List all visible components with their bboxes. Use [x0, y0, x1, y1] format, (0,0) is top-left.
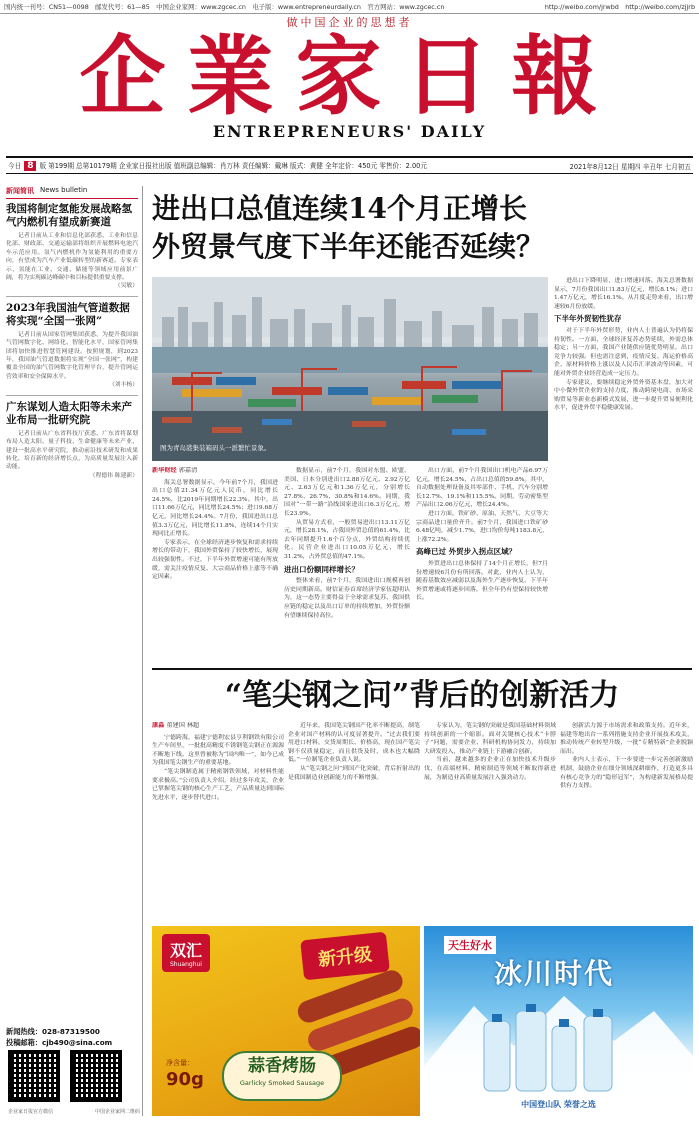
today-label: 今日: [8, 162, 22, 170]
paragraph: 从贸易方式看，一般贸易进出口13.11万亿元，增长28.1%，占我国外贸总值的61.4%，比去年同期提升1.6个百分点，外贸结构持续优化。民营企业进出口10.05万亿元，增长31.2%，占外贸总值的47.1%。: [284, 519, 410, 560]
news-bulletin-header: [6, 186, 138, 199]
paragraph: 数据显示，前7个月，我国对东盟、欧盟、美国、日本分别进出口2.88万亿元、2.92万亿元、2.63万亿元和1.36万亿元，分别增长27.8%、26.7%、30.8%和14.6%。同期，我国对“一带一路”沿线国家进出口6.3万亿元，增长23.9%。: [284, 468, 410, 517]
bulletin-title[interactable]: 2023年我国油气管道数据将实现“全国一张网”: [6, 301, 130, 327]
ad-product-name: 蒜香烤肠: [248, 1056, 316, 1076]
bulletin-item[interactable]: [6, 203, 138, 291]
section-divider: [152, 668, 692, 670]
paragraph: 专家表示，在全球经济逐步恢复和需求持续增长的带动下，我国外贸保持了较快增长，展现出较强韧性。不过，下半年外贸增速可能有所放缓，需关注疫情反复、大宗商品价格上涨等不确定因素。: [152, 539, 278, 581]
byline-author: 董建国 林超: [166, 722, 200, 729]
bulletin-item[interactable]: [6, 401, 138, 480]
story2-byline: [152, 722, 284, 731]
lead-column-3: [416, 467, 548, 665]
top-info-bar: [0, 0, 699, 14]
bulletin-source: （程德伟 陈建新）: [89, 472, 138, 479]
issue-date: 2021年8月12日 星期四 辛丑年 七月初五: [569, 162, 691, 171]
paragraph: 专家建议，要继续稳定外贸外资基本盘，加大对中小微外贸企业的支持力度，推动跨境电商、市场采购贸易等新业态新模式发展，进一步提升贸易便利化水平，促进外贸平稳健康发展。: [554, 379, 693, 412]
paragraph: 业内人士表示，下一步要进一步完善创新激励机制，鼓励企业在细分领域深耕细作，打造更多具有核心竞争力的“隐形冠军”，为构建新发展格局提供有力支撑。: [560, 757, 693, 790]
byline-author: 郭嘉清: [178, 467, 198, 474]
paragraph: 出口方面，前7个月我国出口机电产品6.97万亿元，增长24.5%，占出口总值的59.8%。其中，自动数据处理设备及其零部件、手机、汽车分别增长12.7%、19.1%和115.5%。同期，劳动密集型产品出口2.06万亿元，增长24.4%。: [416, 468, 548, 509]
lead-column-2: [284, 467, 410, 665]
ad-water-brand: 天生好水: [444, 936, 496, 954]
story2-column-2: [288, 722, 420, 920]
story2-column-4: [560, 722, 693, 920]
qr-code-row: [8, 1050, 122, 1102]
ad-product-label: [222, 1051, 342, 1101]
ad-upgrade-badge: 新升级: [300, 932, 390, 981]
top-info-right: http://weibo.com/jrwbd http://weibo.com/zjjrb: [544, 3, 695, 11]
contact-info: [6, 1026, 140, 1048]
paragraph: 整体来看，前7个月，我国进出口规模再创历史同期新高。财信证券首席经济学家伍超明认为，这一态势主要得益于全球需求复苏、我国供应链的稳定以及出口订单的持续增加，外贸份额有望继续保持高位。: [284, 578, 410, 619]
page-count-badge: 8: [24, 161, 36, 171]
issue-details: 版 第199期 总第10179期 企业家日报社出版 值班副总编辑：肖万林 责任编辑：戴琳 版式：黄健 全年定价：450元 零售价：2.00元: [39, 162, 427, 170]
ad-product-name-en: Garlicky Smoked Sausage: [239, 1079, 325, 1087]
byline-source: 康淼: [152, 722, 165, 729]
news-bulletin-title-en: News bulletin: [40, 186, 88, 194]
paragraph: 进口方面，铁矿砂、原油、天然气、大豆等大宗商品进口量价齐升。前7个月，我国进口铁矿砂6.48亿吨，减少1.7%，进口均价每吨1183.8元，上涨72.2%。: [416, 510, 548, 543]
issue-info-left: [8, 160, 427, 171]
lead-headline[interactable]: [152, 190, 692, 266]
bulletin-source: （吴敏）: [114, 283, 138, 290]
bulletin-source: （刘丰杨）: [109, 382, 138, 389]
qr-caption-right: 中国企业家网二维码: [94, 1109, 140, 1115]
paragraph: 对于下半年外贸形势，业内人士普遍认为仍将保持韧性。一方面，全球经济复苏态势延续，外需总体稳定；另一方面，我国产业链供应链优势明显，出口竞争力较强。但也需注意到，疫情反复、海运价格高企、原材料价格上涨以及人民币汇率波动等因素，可能对外贸企业经营造成一定压力。: [554, 327, 693, 377]
bulletin-item[interactable]: [6, 302, 138, 390]
paragraph: 创新活力源于市场需求和政策支持。近年来，福建等地出台一系列措施支持企业开展技术攻关，推动传统产业转型升级，一批“专精特新”企业脱颖而出。: [560, 723, 693, 755]
website-qr-code[interactable]: [70, 1050, 122, 1102]
bulletin-body: 记者日前从广东省科技厅获悉，广东省将谋划布局人造太阳、量子科技、生命健康等未来产业，建设一批高水平研究院，推动前沿技术研发和成果转化，培育新的经济增长点，为高质量发展注入新动能。: [6, 430, 138, 471]
ad-water-footer: 中国登山队 荣誉之选: [521, 1100, 596, 1109]
second-headline[interactable]: “笔尖钢之问”背后的创新活力: [224, 678, 620, 713]
paragraph: 近年来，我国笔尖钢国产化率不断提高，制笔企业对国产材料的认可度显著提升。“过去我们要用进口材料，交货周期长、价格高，现在国产笔尖钢不仅质量稳定，而且供货及时，成本也大幅降低。”一位制笔企业负责人说。: [288, 723, 420, 764]
port-scene-illustration: [152, 277, 548, 461]
story2-column-1: [152, 722, 284, 920]
ad-net-weight-value: 90g: [166, 1069, 204, 1090]
paragraph: 海关总署数据显示，今年前7个月，我国进出口总值21.34万亿元人民币，同比增长24.5%，比2019年同期增长22.3%。其中，出口11.66万亿元，同比增长24.5%；进口9.68万亿元，同比增长24.4%。7月份，我国进出口总值3.3万亿元，同比增长11.8%，连续14个月实现同比正增长。: [152, 479, 278, 538]
bulletin-title[interactable]: 广东谋划人造太阳等未来产业布局一批研究院: [6, 400, 132, 426]
top-info-left: 国内统一刊号：CN51—0098 邮发代号：61—85 中国企业家网：www.zgcec.cn 电子版：www.entrepreneurdaily.cn 官方网站：www.zgcec.cn: [4, 3, 445, 11]
lead-headline-line1: 进出口总值连续14个月正增长: [152, 192, 527, 225]
wechat-qr-code[interactable]: [8, 1050, 60, 1102]
paragraph: 当前，越来越多的企业正在加快技术升级步伐，在高端材料、精密制造等领域不断取得新进展，为制造业高质量发展注入强劲动力。: [424, 757, 556, 781]
lead-column-1: [152, 467, 278, 665]
photo-caption: 图为青岛港集装箱码头一派繁忙景象。: [160, 444, 271, 452]
bulletin-title[interactable]: 我国将制定氢能发展战略氢气内燃机有望成新赛道: [6, 203, 132, 228]
ad-net-weight-label: 净含量：: [166, 1059, 194, 1067]
divider: [6, 296, 138, 297]
glacier-bottles-illustration: [424, 926, 693, 1116]
divider: [6, 395, 138, 396]
paragraph: “笔尖钢制造属于精密钢铁领域，对材料性能要求极高。”公司负责人介绍，经过多年攻关，企业已掌握笔尖钢的核心生产工艺，产品质量达到国际先进水平，逐步替代进口。: [152, 768, 284, 801]
submission-email[interactable]: 投稿邮箱：cjb490@sina.com: [6, 1038, 113, 1047]
paragraph: 进出口下降明显，进口增速回落。海关总署数据显示，7月份我国出口1.83万亿元，增长8.1%；进口1.47万亿元，增长16.1%。从月度走势来看，出口增速较6月份放缓。: [554, 278, 693, 310]
issue-info-bar: [6, 156, 693, 174]
masthead-title-en: ENTREPRENEURS' DAILY: [212, 122, 487, 141]
masthead-slogan: 做中国企业的思想者: [286, 16, 413, 29]
ad-brand-name: 双汇: [170, 941, 203, 960]
masthead-title: 企業家日報: [79, 26, 620, 127]
story2-column-3: [424, 722, 556, 920]
ad-water-title: 冰川时代: [494, 957, 615, 990]
news-bulletin-column: [6, 186, 143, 1116]
news-hotline: 新闻热线：028-87319500: [6, 1027, 100, 1036]
lead-byline: [152, 467, 278, 476]
ad-brand-name-en: Shuanghui: [170, 961, 202, 968]
paragraph: 宁德跨海，福建宁德利宏县亨利钢铁有限公司生产车间里，一批批高精度不锈钢笔尖钢正在源源不断地下线。这里曾被称为“国内唯一”，如今已成为我国笔尖钢生产的重要基地。: [152, 734, 284, 767]
qr-captions: [8, 1108, 140, 1115]
lead-headline-line2: 外贸景气度下半年还能否延续？: [152, 230, 545, 263]
news-bulletin-title: 新闻简讯: [6, 187, 34, 195]
ad-net-weight: [166, 1050, 204, 1090]
subheading: 下半年外贸韧性犹存: [554, 314, 622, 324]
paragraph: 从“笔尖钢之问”到国产化突破，背后折射出的是我国制造业创新能力的不断增强。: [288, 765, 420, 781]
subheading: 进出口份额同样增长？: [284, 564, 359, 574]
bulletin-body: 记者日前从国家管网集团获悉，为提升我国油气管网数字化、网络化、智能化水平，国家管网集团将加快推进智慧管网建设。按照规划，到2023年，我国油气管道数据将实现“全国一张网”，构建覆盖全国的油气管网数字化管理平台，提升管网运营效率和安全保障水平。: [6, 331, 138, 380]
paragraph: 专家认为，笔尖钢的突破是我国基础材料领域持续创新的一个缩影。面对关键核心技术“卡脖子”问题，需要企业、科研机构协同发力，持续加大研发投入，推动产业链上下游融合创新。: [424, 723, 556, 755]
bulletin-body: 记者日前从工业和信息化部获悉，工业和信息化部、财政部、交通运输部将组织开展燃料电池汽车示范应用。氢气内燃机作为氢能利用的重要方向，有望成为汽车产业低碳转型的新赛道。专家表示，氢能在工业、交通、储能等领域应用前景广阔，将为实现碳达峰碳中和目标提供重要支撑。: [6, 233, 138, 282]
water-advertisement[interactable]: [424, 926, 693, 1116]
port-photo: [152, 277, 548, 461]
qr-caption-left: 企业家日报官方微信: [8, 1109, 54, 1115]
subheading: 高峰已过 外贸步入拐点区域？: [416, 547, 517, 557]
sausage-advertisement[interactable]: [152, 926, 420, 1116]
paragraph: 外贸进出口总体保持了14个月正增长，但7月份增速较6月份有所回落。对此，业内人士认为，随着基数效应减弱以及海外生产逐步恢复，下半年外贸增速或将逐步回落，但全年仍有望保持较快增长。: [416, 560, 548, 602]
byline-source: 新华财经: [152, 467, 177, 474]
lead-column-right: [554, 277, 693, 657]
